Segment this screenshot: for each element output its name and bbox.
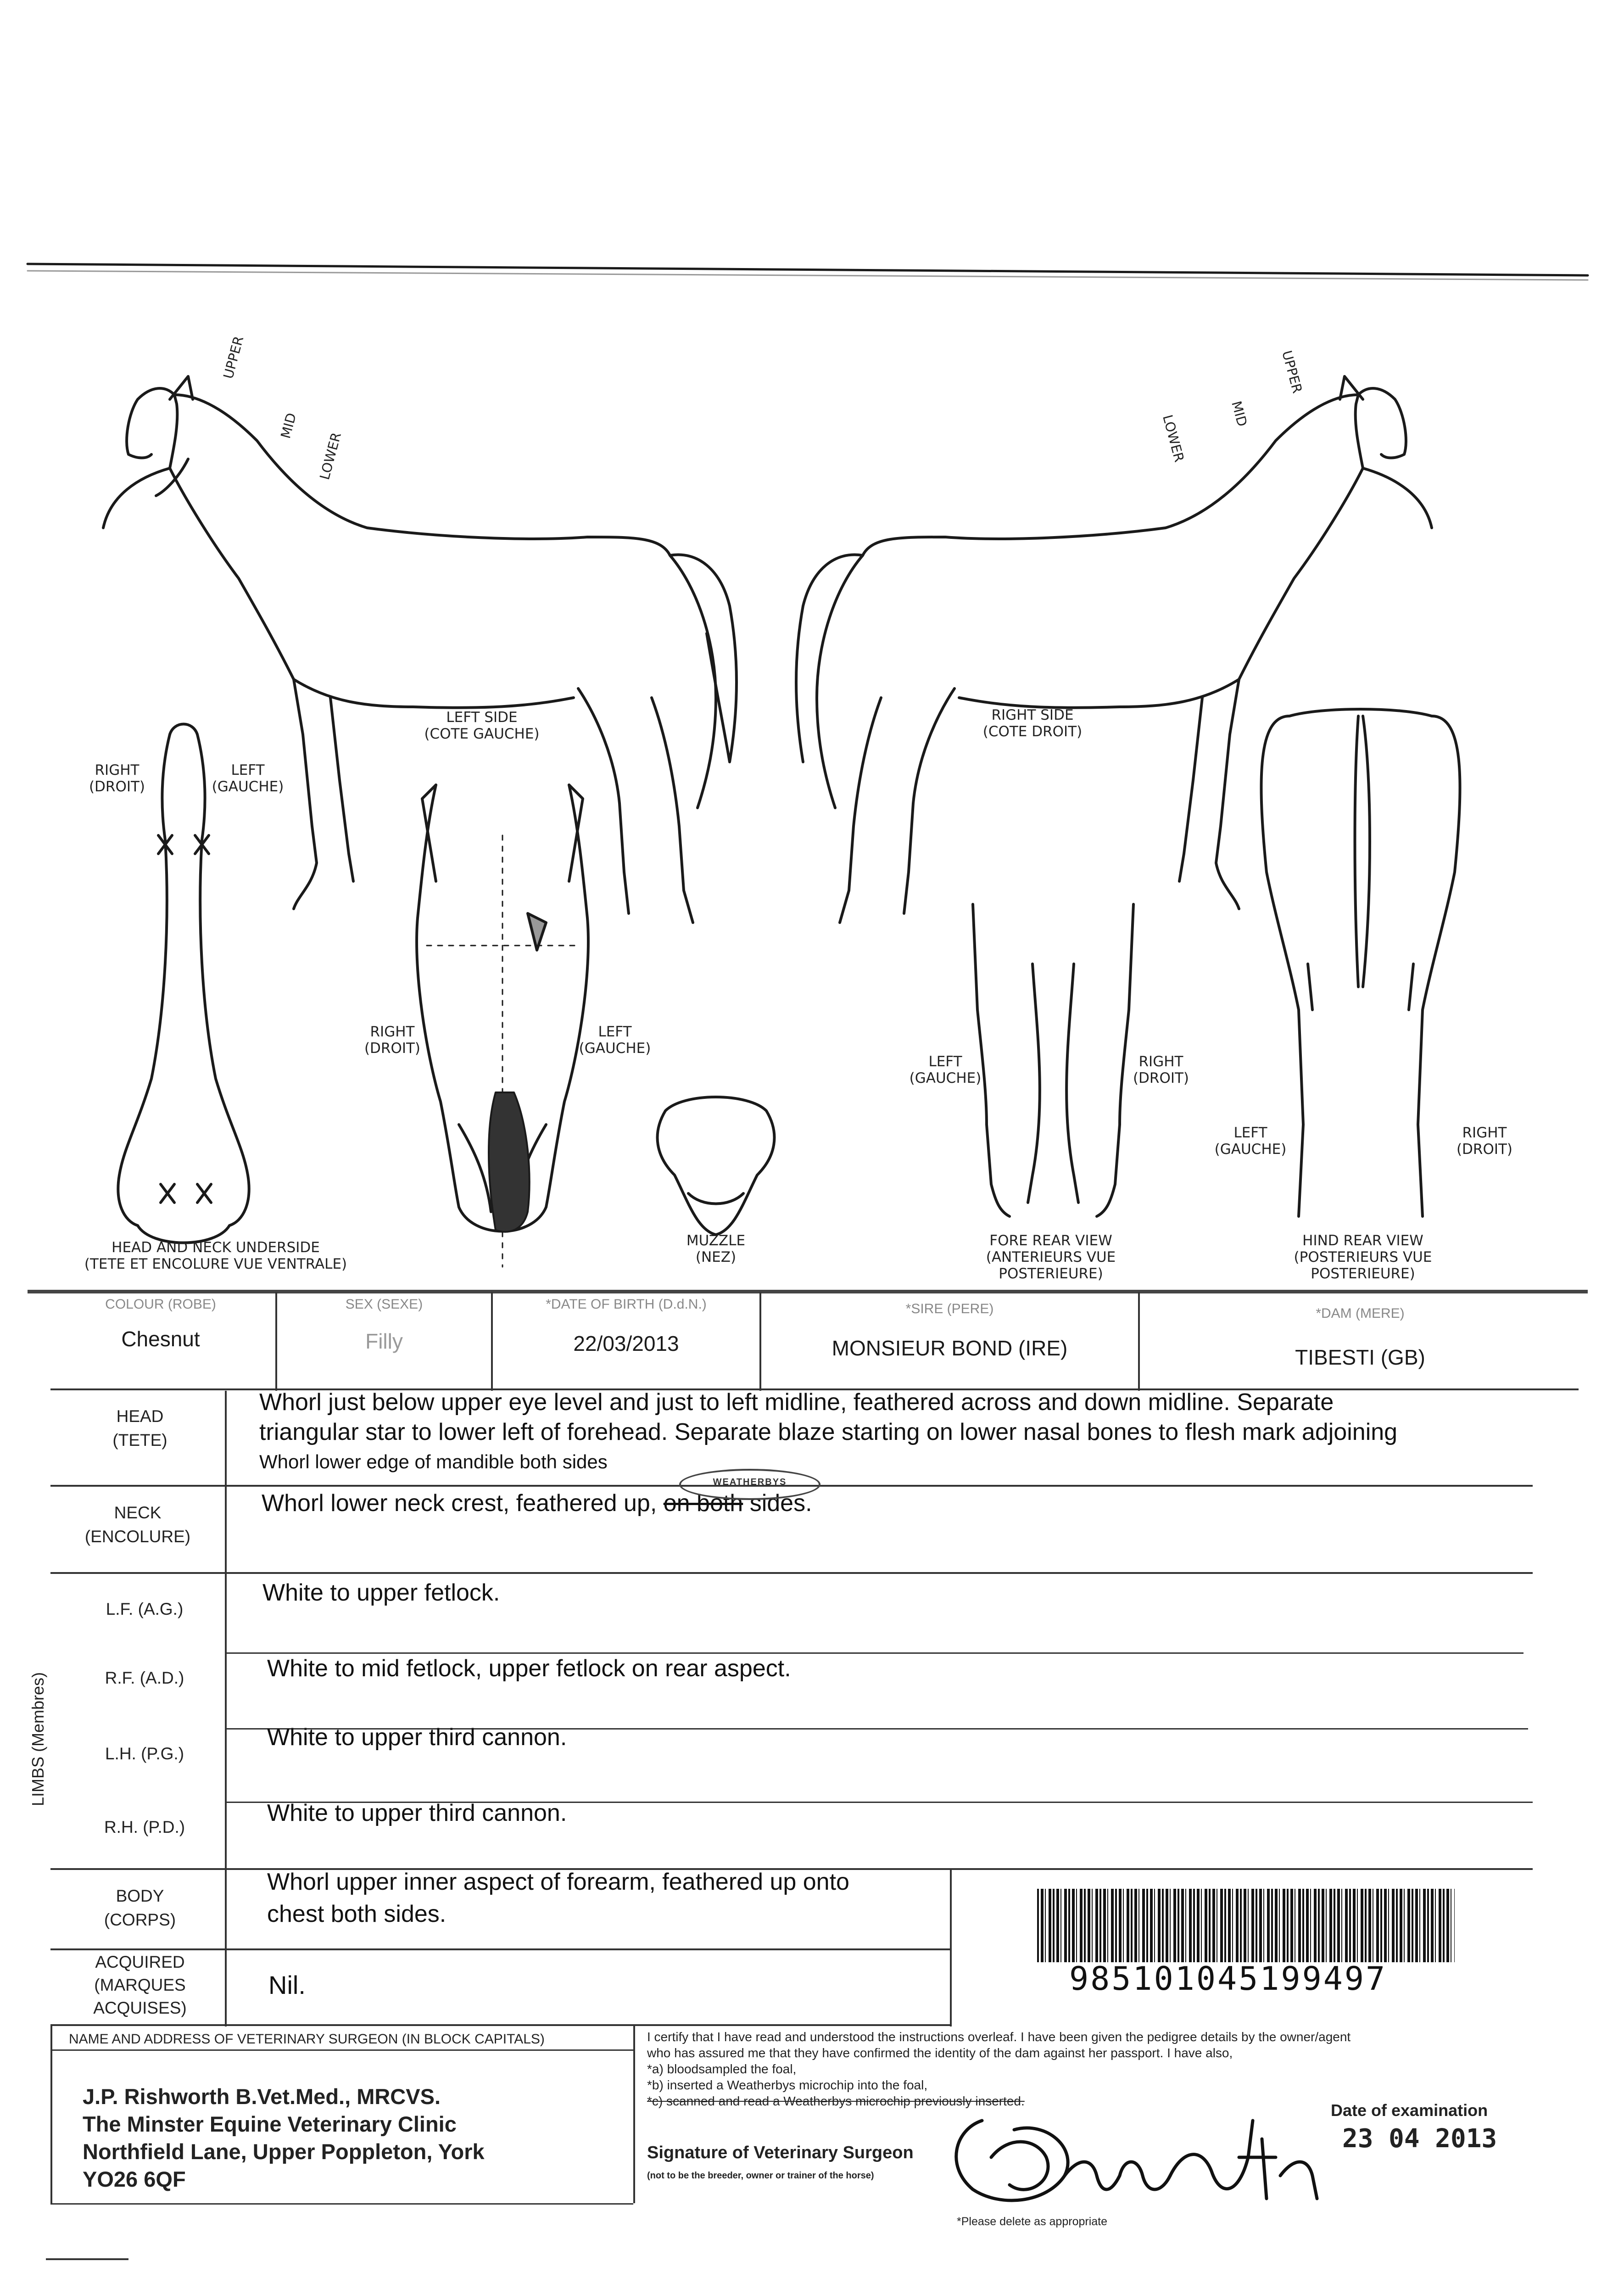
signature-note: (not to be the breeder, owner or trainer of the horse) [647,2171,874,2181]
dam-value: TIBESTI (GB) [1295,1345,1425,1369]
hind-right-label: RIGHT (DROIT) [1456,1125,1513,1158]
right-side-horse [796,376,1432,923]
left-side-label: LEFT SIDE (COTE GAUCHE) [424,709,540,742]
vet-clinic: The Minster Equine Veterinary Clinic [83,2112,457,2136]
exam-date-label: Date of examination [1331,2101,1488,2120]
sex-label: SEX (SEXE) [345,1297,423,1312]
dob-value: 22/03/2013 [573,1332,679,1355]
face-left-label: LEFT (GAUCHE) [579,1024,651,1057]
lh-row-label: L.H. (P.G.) [105,1744,184,1763]
neck-upper-label-left: UPPER [220,334,247,381]
hind-left-label: LEFT (GAUCHE) [1214,1125,1287,1158]
muzzle-diagram [658,1097,775,1235]
colour-value: Chesnut [121,1327,200,1351]
body-row-label: BODY (CORPS) [104,1886,176,1929]
weatherbys-stamp [679,1469,820,1500]
face-right-label: RIGHT (DROIT) [364,1024,421,1057]
underside-right-label: RIGHT (DROIT) [89,762,145,795]
sex-value: Filly [365,1329,403,1353]
lf-description: White to upper fetlock. [262,1579,500,1606]
rh-description: White to upper third cannon. [267,1800,567,1826]
dob-label: *DATE OF BIRTH (D.d.N.) [546,1297,707,1312]
head-row-label: HEAD (TETE) [112,1407,167,1450]
cert-item-c: *c) scanned and read a Weatherbys microchip previously inserted. [647,2094,1025,2108]
vet-address-label: NAME AND ADDRESS OF VETERINARY SURGEON (IN BLOCK CAPITALS) [69,2032,545,2047]
vet-postcode: YO26 6QF [83,2167,186,2191]
vet-street: Northfield Lane, Upper Poppleton, York [83,2139,485,2164]
microchip-number: 985101045199497 [1069,1960,1387,1998]
head-description-line1: Whorl just below upper eye level and just to left midline, feathered across and down midline. Separate [259,1389,1334,1416]
cert-item-b: *b) inserted a Weatherbys microchip into the foal, [647,2078,928,2092]
neck-row-label: NECK (ENCOLURE) [84,1503,191,1546]
sire-value: MONSIEUR BOND (IRE) [832,1336,1068,1360]
neck-struck-text: on both [663,1490,743,1517]
colour-label: COLOUR (ROBE) [105,1297,216,1312]
fore-left-label: LEFT (GAUCHE) [909,1053,982,1086]
head-description-line3: Whorl lower edge of mandible both sides [259,1451,608,1472]
fore-right-label: RIGHT (DROIT) [1133,1053,1189,1086]
face-front-view [417,785,588,1267]
neck-tail-text: sides. [749,1490,812,1517]
microchip-barcode [1037,1889,1455,1962]
head-description-line2: triangular star to lower left of forehead. Separate blaze starting on lower nasal bones to flesh mark adjoining [259,1419,1398,1445]
vet-name: J.P. Rishworth B.Vet.Med., MRCVS. [83,2084,441,2109]
neck-mid-label-left: MID [278,411,300,440]
stamp-text: WEATHERBYS [713,1477,787,1487]
cert-intro-line1: I certify that I have read and understood the instructions overleaf. I have been given the pedigree details by the owner/agent [647,2030,1351,2044]
cert-intro-line2: who has assured me that they have confirmed the identity of the dam against her passport. I have also, [647,2046,1233,2060]
rh-row-label: R.H. (P.D.) [104,1818,185,1836]
lh-description: White to upper third cannon. [267,1724,567,1751]
exam-date-value: 23 04 2013 [1342,2124,1497,2154]
neck-upper-label-right: UPPER [1279,349,1306,395]
muzzle-caption: MUZZLE (NEZ) [686,1232,746,1265]
signature-label: Signature of Veterinary Surgeon [647,2143,914,2162]
neck-lower-label-right: LOWER [1160,413,1188,464]
limbs-label: LIMBS (Membres) [28,1672,47,1806]
acquired-row-label: ACQUIRED (MARQUES ACQUISES) [93,1953,187,2017]
rf-row-label: R.F. (A.D.) [105,1668,184,1687]
body-description-line1: Whorl upper inner aspect of forearm, feathered up onto [267,1869,849,1895]
right-side-label: RIGHT SIDE (COTE DROIT) [982,707,1083,740]
neck-text: Whorl lower neck crest, feathered up, [262,1490,657,1517]
neck-mid-label-right: MID [1228,399,1250,428]
hind-caption: HIND REAR VIEW (POSTERIEURS VUE POSTERIEURE) [1294,1232,1432,1282]
neck-lower-label-left: LOWER [317,431,345,481]
head-neck-underside [118,724,249,1243]
underside-left-label: LEFT (GAUCHE) [212,762,284,795]
sire-label: *SIRE (PERE) [905,1301,994,1316]
body-description-line2: chest both sides. [267,1901,446,1927]
fore-rear-view [973,904,1133,1216]
cert-item-a: *a) bloodsampled the foal, [647,2062,797,2076]
acquired-description: Nil. [268,1970,306,1999]
cert-footnote: *Please delete as appropriate [957,2215,1108,2228]
underside-caption: HEAD AND NECK UNDERSIDE (TETE ET ENCOLURE VUE VENTRALE) [84,1239,347,1272]
rf-description: White to mid fetlock, upper fetlock on rear aspect. [267,1655,791,1682]
dam-label: *DAM (MERE) [1316,1306,1405,1321]
fore-caption: FORE REAR VIEW (ANTERIEURS VUE POSTERIEURE) [986,1232,1116,1282]
lf-row-label: L.F. (A.G.) [106,1600,184,1618]
